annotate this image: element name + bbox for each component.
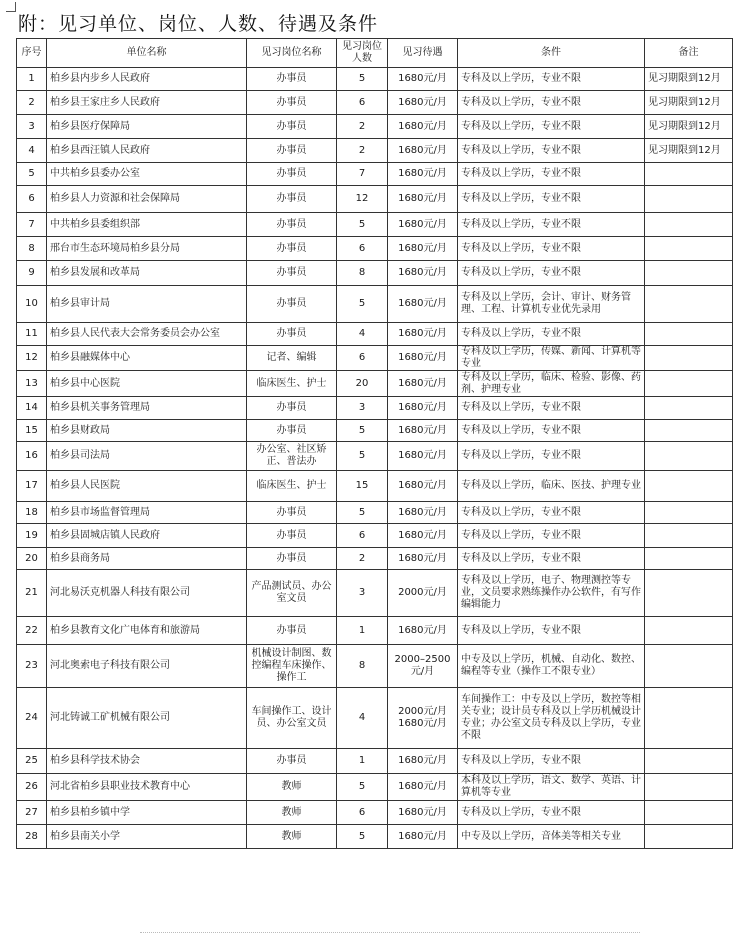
cell-unit: 柏乡县人力资源和社会保障局 — [47, 186, 247, 213]
cell-condition: 专科及以上学历，专业不限 — [458, 617, 645, 645]
cell-num: 24 — [17, 688, 47, 749]
cell-count: 1 — [337, 749, 388, 774]
table-row — [17, 91, 733, 115]
header-note: 备注 — [645, 39, 733, 68]
cell-pay: 1680元/月 — [388, 261, 458, 286]
cell-count: 3 — [337, 397, 388, 420]
cell-unit: 柏乡县教育文化广电体育和旅游局 — [47, 617, 247, 645]
cell-num: 18 — [17, 502, 47, 524]
table-row — [17, 502, 733, 524]
cell-note: 见习期限到12月 — [645, 115, 733, 139]
cell-position: 教师 — [247, 825, 337, 849]
cell-unit: 中共柏乡县委办公室 — [47, 163, 247, 186]
table-row — [17, 68, 733, 91]
cell-note — [645, 524, 733, 548]
cell-pay: 1680元/月 — [388, 139, 458, 163]
table-row — [17, 261, 733, 286]
cell-position: 产品测试员、办公室文员 — [247, 570, 337, 617]
cell-pay: 1680元/月 — [388, 397, 458, 420]
cell-position: 办事员 — [247, 68, 337, 91]
cell-count: 5 — [337, 442, 388, 471]
cell-note — [645, 825, 733, 849]
cell-note: 见习期限到12月 — [645, 91, 733, 115]
table-row — [17, 115, 733, 139]
table-row — [17, 213, 733, 237]
cell-condition: 专科及以上学历，专业不限 — [458, 801, 645, 825]
cell-condition: 专科及以上学历，专业不限 — [458, 91, 645, 115]
cell-count: 4 — [337, 323, 388, 346]
cell-position: 办事员 — [247, 502, 337, 524]
table-row — [17, 286, 733, 323]
cell-note — [645, 749, 733, 774]
cell-unit: 柏乡县审计局 — [47, 286, 247, 323]
cell-count: 5 — [337, 286, 388, 323]
cell-unit: 柏乡县西汪镇人民政府 — [47, 139, 247, 163]
cell-pay: 1680元/月 — [388, 163, 458, 186]
cell-note — [645, 471, 733, 502]
cell-note — [645, 261, 733, 286]
cell-pay: 1680元/月 — [388, 346, 458, 371]
cell-position: 教师 — [247, 774, 337, 801]
cell-pay: 1680元/月 — [388, 420, 458, 442]
cell-count: 6 — [337, 237, 388, 261]
cell-condition: 中专及以上学历，机械、自动化、数控、编程等专业（操作工不限专业） — [458, 645, 645, 688]
cell-note — [645, 774, 733, 801]
cell-num: 16 — [17, 442, 47, 471]
cell-note — [645, 645, 733, 688]
table-header-row — [17, 39, 733, 68]
cell-position: 办事员 — [247, 323, 337, 346]
cell-condition: 专科及以上学历，专业不限 — [458, 442, 645, 471]
cell-count: 5 — [337, 825, 388, 849]
cell-note — [645, 617, 733, 645]
cell-count: 2 — [337, 548, 388, 570]
header-count: 见习岗位人数 — [337, 39, 388, 68]
cell-position: 记者、编辑 — [247, 346, 337, 371]
cell-unit: 河北易沃克机器人科技有限公司 — [47, 570, 247, 617]
cell-num: 13 — [17, 371, 47, 397]
cell-unit: 柏乡县南关小学 — [47, 825, 247, 849]
cell-count: 20 — [337, 371, 388, 397]
cell-pay: 1680元/月 — [388, 68, 458, 91]
cell-count: 5 — [337, 502, 388, 524]
cell-num: 1 — [17, 68, 47, 91]
cell-note — [645, 286, 733, 323]
cell-unit: 河北铸诚工矿机械有限公司 — [47, 688, 247, 749]
table-row — [17, 237, 733, 261]
cell-num: 8 — [17, 237, 47, 261]
cell-pay: 1680元/月 — [388, 286, 458, 323]
cell-pay: 1680元/月 — [388, 548, 458, 570]
cell-unit: 柏乡县医疗保障局 — [47, 115, 247, 139]
cell-unit: 柏乡县固城店镇人民政府 — [47, 524, 247, 548]
cell-condition: 专科及以上学历，专业不限 — [458, 749, 645, 774]
cell-pay: 1680元/月 — [388, 91, 458, 115]
cell-num: 26 — [17, 774, 47, 801]
cell-count: 8 — [337, 261, 388, 286]
cell-note — [645, 346, 733, 371]
cell-num: 27 — [17, 801, 47, 825]
cell-condition: 中专及以上学历，音体美等相关专业 — [458, 825, 645, 849]
cell-num: 5 — [17, 163, 47, 186]
document-title: 附：见习单位、岗位、人数、待遇及条件 — [18, 13, 379, 35]
cell-pay: 1680元/月 — [388, 323, 458, 346]
cell-pay: 1680元/月 — [388, 186, 458, 213]
cell-num: 28 — [17, 825, 47, 849]
cell-unit: 柏乡县商务局 — [47, 548, 247, 570]
cell-unit: 柏乡县中心医院 — [47, 371, 247, 397]
cell-num: 3 — [17, 115, 47, 139]
cell-condition: 专科及以上学历，临床、医技、护理专业 — [458, 471, 645, 502]
header-condition: 条件 — [458, 39, 645, 68]
cell-condition: 本科及以上学历，语文、数学、英语、计算机等专业 — [458, 774, 645, 801]
cell-note — [645, 420, 733, 442]
table-row — [17, 346, 733, 371]
table-row — [17, 420, 733, 442]
cell-num: 15 — [17, 420, 47, 442]
cell-unit: 柏乡县财政局 — [47, 420, 247, 442]
cell-count: 12 — [337, 186, 388, 213]
cell-condition: 车间操作工：中专及以上学历，数控等相关专业；设计员专科及以上学历机械设计专业；办公室文员专科及以上学历，专业不限 — [458, 688, 645, 749]
table-row — [17, 825, 733, 849]
cell-pay: 1680元/月 — [388, 371, 458, 397]
cell-note — [645, 163, 733, 186]
cell-num: 23 — [17, 645, 47, 688]
table-row — [17, 471, 733, 502]
cell-pay: 2000–2500元/月 — [388, 645, 458, 688]
cell-unit: 柏乡县机关事务管理局 — [47, 397, 247, 420]
cell-pay: 1680元/月 — [388, 237, 458, 261]
table-row — [17, 524, 733, 548]
cell-unit: 柏乡县科学技术协会 — [47, 749, 247, 774]
cell-condition: 专科及以上学历，专业不限 — [458, 502, 645, 524]
cell-position: 办公室、社区矫正、普法办 — [247, 442, 337, 471]
cell-condition: 专科及以上学历，电子、物理测控等专业，文员要求熟练操作办公软件，有写作编辑能力 — [458, 570, 645, 617]
cell-unit: 中共柏乡县委组织部 — [47, 213, 247, 237]
cell-num: 6 — [17, 186, 47, 213]
table-row — [17, 397, 733, 420]
header-pay: 见习待遇 — [388, 39, 458, 68]
corner-crop-mark — [6, 2, 16, 12]
internship-table — [16, 38, 733, 849]
cell-position: 临床医生、护士 — [247, 371, 337, 397]
cell-note — [645, 213, 733, 237]
cell-note — [645, 801, 733, 825]
cell-condition: 专科及以上学历，传媒、新闻、计算机等专业 — [458, 346, 645, 371]
cell-condition: 专科及以上学历，临床、检验、影像、药剂、护理专业 — [458, 371, 645, 397]
cell-position: 办事员 — [247, 115, 337, 139]
cell-condition: 专科及以上学历，会计、审计、财务管理、工程、计算机专业优先录用 — [458, 286, 645, 323]
cell-pay: 1680元/月 — [388, 442, 458, 471]
cell-num: 25 — [17, 749, 47, 774]
cell-count: 4 — [337, 688, 388, 749]
cell-num: 20 — [17, 548, 47, 570]
cell-note — [645, 237, 733, 261]
cell-num: 2 — [17, 91, 47, 115]
cell-condition: 专科及以上学历，专业不限 — [458, 139, 645, 163]
cell-condition: 专科及以上学历，专业不限 — [458, 323, 645, 346]
cell-position: 办事员 — [247, 548, 337, 570]
cell-num: 19 — [17, 524, 47, 548]
cell-condition: 专科及以上学历，专业不限 — [458, 186, 645, 213]
cell-position: 办事员 — [247, 524, 337, 548]
cell-count: 5 — [337, 213, 388, 237]
cell-unit: 柏乡县市场监督管理局 — [47, 502, 247, 524]
page-edge-marks — [140, 932, 640, 937]
cell-note — [645, 502, 733, 524]
table-row — [17, 688, 733, 749]
cell-position: 办事员 — [247, 237, 337, 261]
cell-unit: 邢台市生态环境局柏乡县分局 — [47, 237, 247, 261]
cell-count: 3 — [337, 570, 388, 617]
cell-condition: 专科及以上学历，专业不限 — [458, 397, 645, 420]
cell-num: 4 — [17, 139, 47, 163]
cell-note — [645, 323, 733, 346]
cell-unit: 柏乡县王家庄乡人民政府 — [47, 91, 247, 115]
cell-note — [645, 186, 733, 213]
cell-position: 办事员 — [247, 397, 337, 420]
cell-pay: 1680元/月 — [388, 213, 458, 237]
cell-num: 12 — [17, 346, 47, 371]
cell-num: 22 — [17, 617, 47, 645]
cell-position: 临床医生、护士 — [247, 471, 337, 502]
cell-unit: 河北省柏乡县职业技术教育中心 — [47, 774, 247, 801]
cell-position: 办事员 — [247, 261, 337, 286]
cell-position: 办事员 — [247, 186, 337, 213]
cell-num: 11 — [17, 323, 47, 346]
cell-pay: 1680元/月 — [388, 774, 458, 801]
cell-note — [645, 442, 733, 471]
cell-note: 见习期限到12月 — [645, 68, 733, 91]
cell-count: 5 — [337, 774, 388, 801]
cell-pay: 1680元/月 — [388, 617, 458, 645]
cell-condition: 专科及以上学历，专业不限 — [458, 213, 645, 237]
cell-note — [645, 548, 733, 570]
table-row — [17, 139, 733, 163]
table-row — [17, 186, 733, 213]
cell-num: 9 — [17, 261, 47, 286]
cell-position: 办事员 — [247, 163, 337, 186]
cell-position: 机械设计制图、数控编程车床操作、操作工 — [247, 645, 337, 688]
cell-position: 办事员 — [247, 286, 337, 323]
table-row — [17, 371, 733, 397]
cell-condition: 专科及以上学历，专业不限 — [458, 163, 645, 186]
table-row — [17, 801, 733, 825]
cell-count: 7 — [337, 163, 388, 186]
table-row — [17, 749, 733, 774]
cell-num: 10 — [17, 286, 47, 323]
cell-count: 6 — [337, 346, 388, 371]
cell-count: 8 — [337, 645, 388, 688]
cell-condition: 专科及以上学历，专业不限 — [458, 261, 645, 286]
cell-note: 见习期限到12月 — [645, 139, 733, 163]
table-row — [17, 323, 733, 346]
cell-unit: 柏乡县人民代表大会常务委员会办公室 — [47, 323, 247, 346]
table-row — [17, 548, 733, 570]
cell-condition: 专科及以上学历，专业不限 — [458, 115, 645, 139]
cell-position: 办事员 — [247, 213, 337, 237]
cell-position: 办事员 — [247, 749, 337, 774]
cell-num: 14 — [17, 397, 47, 420]
cell-pay: 1680元/月 — [388, 115, 458, 139]
table-body — [17, 68, 733, 849]
cell-position: 办事员 — [247, 617, 337, 645]
cell-condition: 专科及以上学历，专业不限 — [458, 548, 645, 570]
cell-count: 2 — [337, 139, 388, 163]
table-row — [17, 645, 733, 688]
table-row — [17, 163, 733, 186]
cell-note — [645, 371, 733, 397]
cell-count: 6 — [337, 801, 388, 825]
cell-unit: 河北奥索电子科技有限公司 — [47, 645, 247, 688]
cell-count: 15 — [337, 471, 388, 502]
table-row — [17, 570, 733, 617]
cell-pay: 1680元/月 — [388, 524, 458, 548]
cell-num: 17 — [17, 471, 47, 502]
cell-position: 办事员 — [247, 420, 337, 442]
cell-pay: 1680元/月 — [388, 801, 458, 825]
header-num: 序号 — [17, 39, 47, 68]
cell-pay: 1680元/月 — [388, 825, 458, 849]
cell-count: 5 — [337, 68, 388, 91]
cell-unit: 柏乡县人民医院 — [47, 471, 247, 502]
cell-note — [645, 688, 733, 749]
table-row — [17, 774, 733, 801]
cell-position: 教师 — [247, 801, 337, 825]
cell-position: 车间操作工、设计员、办公室文员 — [247, 688, 337, 749]
header-position: 见习岗位名称 — [247, 39, 337, 68]
cell-count: 2 — [337, 115, 388, 139]
cell-num: 21 — [17, 570, 47, 617]
cell-pay: 1680元/月 — [388, 749, 458, 774]
cell-count: 5 — [337, 420, 388, 442]
cell-position: 办事员 — [247, 139, 337, 163]
cell-position: 办事员 — [247, 91, 337, 115]
cell-count: 6 — [337, 91, 388, 115]
cell-unit: 柏乡县发展和改革局 — [47, 261, 247, 286]
cell-unit: 柏乡县司法局 — [47, 442, 247, 471]
cell-note — [645, 570, 733, 617]
table-row — [17, 617, 733, 645]
cell-condition: 专科及以上学历，专业不限 — [458, 420, 645, 442]
table-row — [17, 442, 733, 471]
cell-unit: 柏乡县柏乡镇中学 — [47, 801, 247, 825]
cell-pay: 2000元/月 1680元/月 — [388, 688, 458, 749]
cell-pay: 1680元/月 — [388, 502, 458, 524]
cell-condition: 专科及以上学历，专业不限 — [458, 237, 645, 261]
cell-count: 1 — [337, 617, 388, 645]
cell-unit: 柏乡县融媒体中心 — [47, 346, 247, 371]
cell-condition: 专科及以上学历，专业不限 — [458, 68, 645, 91]
cell-pay: 2000元/月 — [388, 570, 458, 617]
cell-unit: 柏乡县内步乡人民政府 — [47, 68, 247, 91]
cell-num: 7 — [17, 213, 47, 237]
cell-count: 6 — [337, 524, 388, 548]
cell-condition: 专科及以上学历，专业不限 — [458, 524, 645, 548]
header-unit: 单位名称 — [47, 39, 247, 68]
cell-pay: 1680元/月 — [388, 471, 458, 502]
cell-note — [645, 397, 733, 420]
